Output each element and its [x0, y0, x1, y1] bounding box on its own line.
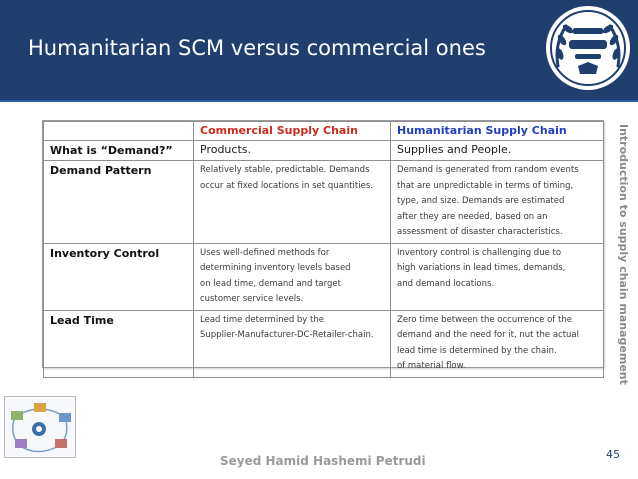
table-row [44, 310, 604, 377]
cell-line: Lead time determined by the [200, 314, 324, 325]
cell-line: Relatively stable, predictable. Demands [200, 165, 370, 175]
cell-line: Products. [200, 143, 251, 156]
cell-line: assessment of disaster characteristics. [397, 227, 563, 237]
supply-chain-diagram-icon [4, 396, 76, 458]
commercial-cell [194, 141, 391, 161]
humanitarian-cell [391, 141, 604, 161]
commercial-cell [194, 161, 391, 244]
comparison-table [42, 120, 604, 371]
page-number: 45 [606, 448, 620, 461]
slide-header [0, 0, 638, 102]
column-header-commercial: Commercial Supply Chain [194, 122, 391, 141]
header-empty-cell [44, 122, 194, 141]
cell-line: type, and size. Demands are estimated [397, 196, 565, 206]
commercial-cell [194, 243, 391, 310]
table-row [44, 243, 604, 310]
course-vertical-label: Introduction to supply chain management [617, 124, 630, 385]
row-label: Lead Time [44, 310, 194, 377]
row-label: Demand Pattern [44, 161, 194, 244]
humanitarian-cell [391, 243, 604, 310]
column-header-humanitarian: Humanitarian Supply Chain [391, 122, 604, 141]
author-name: Seyed Hamid Hashemi Petrudi [220, 454, 426, 468]
commercial-cell [194, 310, 391, 377]
cell-line: of material flow. [397, 361, 466, 371]
row-label: Inventory Control [44, 243, 194, 310]
slide-title: Humanitarian SCM versus commercial ones [28, 36, 486, 60]
row-label: What is “Demand?” [44, 141, 194, 161]
cell-line: that are unpredictable in terms of timing, [397, 180, 574, 191]
cell-line: and demand locations. [397, 278, 495, 289]
cell-line: demand and the need for it, nut the actual [397, 330, 580, 340]
table-row [44, 161, 604, 244]
cell-line: Supplies and People. [397, 143, 512, 156]
humanitarian-cell [391, 310, 604, 377]
cell-line: lead time is determined by the chain. [397, 345, 557, 356]
cell-line: Uses well-defined methods for [200, 247, 330, 258]
university-seal-icon [544, 4, 632, 92]
cell-line: determining inventory levels based [200, 263, 351, 273]
humanitarian-cell [391, 161, 604, 244]
cell-line: occur at fixed locations in set quantities. [200, 180, 373, 191]
cell-line: high variations in lead times, demands, [397, 263, 566, 273]
table-header-row [44, 122, 604, 141]
cell-line: after they are needed, based on an [397, 211, 548, 222]
cell-line: customer service levels. [200, 294, 304, 304]
cell-line: on lead time, demand and target [200, 278, 341, 289]
table-row [44, 141, 604, 161]
cell-line: Inventory control is challenging due to [397, 247, 562, 258]
cell-line: Supplier-Manufacturer-DC-Retailer-chain. [200, 330, 374, 340]
cell-line: Zero time between the occurrence of the [397, 314, 572, 325]
cell-line: Demand is generated from random events [397, 165, 579, 175]
